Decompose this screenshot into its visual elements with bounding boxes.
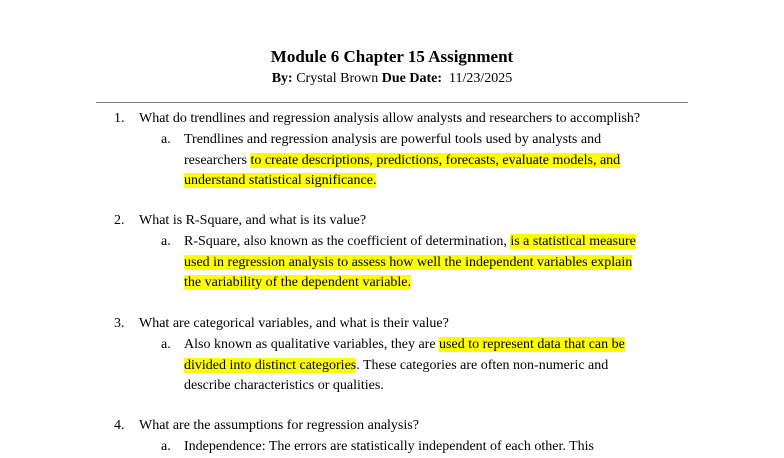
highlighted-text: to create descriptions, predictions, forecasts, evaluate models, and bbox=[250, 152, 621, 168]
due-date-value: 11/23/2025 bbox=[449, 71, 513, 86]
highlighted-text: used in regression analysis to assess how well the independent variables explain bbox=[184, 254, 633, 270]
author-name: Crystal Brown bbox=[296, 71, 379, 86]
answer-line bbox=[184, 253, 632, 274]
question-number: 4. bbox=[114, 418, 125, 433]
question-text: What do trendlines and regression analysis allow analysts and researchers to accomplish? bbox=[139, 111, 641, 126]
question-number: 3. bbox=[114, 316, 125, 331]
answer-line bbox=[184, 356, 608, 377]
answer-line bbox=[184, 376, 384, 397]
answer-text: Also known as qualitative variables, they are bbox=[184, 337, 440, 352]
highlighted-text: divided into distinct categories bbox=[184, 357, 357, 373]
answer-letter: a. bbox=[161, 234, 171, 249]
question-number: 2. bbox=[114, 213, 125, 228]
highlighted-text: is a statistical measure bbox=[510, 234, 636, 249]
question-number: 1. bbox=[114, 111, 125, 126]
answer-line bbox=[184, 437, 594, 458]
highlighted-text: understand statistical significance. bbox=[184, 173, 377, 188]
answer-line bbox=[184, 273, 411, 294]
document-title: Module 6 Chapter 15 Assignment bbox=[270, 47, 514, 66]
highlighted-text: the variability of the dependent variable. bbox=[184, 275, 412, 290]
answer-text: Independence: The errors are statistically independent of each other. This bbox=[184, 439, 594, 454]
answer-line bbox=[184, 335, 625, 356]
horizontal-rule bbox=[96, 102, 688, 103]
answer-text: . These categories are often non-numeric and bbox=[356, 357, 609, 373]
question-text: What is R-Square, and what is its value? bbox=[139, 213, 367, 228]
by-label: By: bbox=[271, 71, 293, 86]
answer-text: describe characteristics or qualities. bbox=[184, 378, 384, 393]
answer-line bbox=[184, 171, 376, 192]
question-text: What are categorical variables, and what is their value? bbox=[139, 316, 449, 331]
answer-letter: a. bbox=[161, 132, 171, 147]
answer-letter: a. bbox=[161, 439, 171, 454]
answer-text: Trendlines and regression analysis are powerful tools used by analysts and bbox=[184, 132, 602, 147]
answer-letter: a. bbox=[161, 337, 171, 352]
answer-line bbox=[184, 130, 601, 151]
question-text: What are the assumptions for regression analysis? bbox=[139, 418, 419, 433]
answer-line bbox=[184, 232, 636, 253]
byline bbox=[0, 71, 784, 87]
answer-text: R-Square, also known as the coefficient of determination, bbox=[184, 234, 511, 249]
due-date-label: Due Date: bbox=[381, 71, 443, 86]
answer-text: researchers bbox=[184, 152, 251, 168]
answer-line bbox=[184, 151, 620, 172]
highlighted-text: used to represent data that can be bbox=[439, 337, 625, 352]
